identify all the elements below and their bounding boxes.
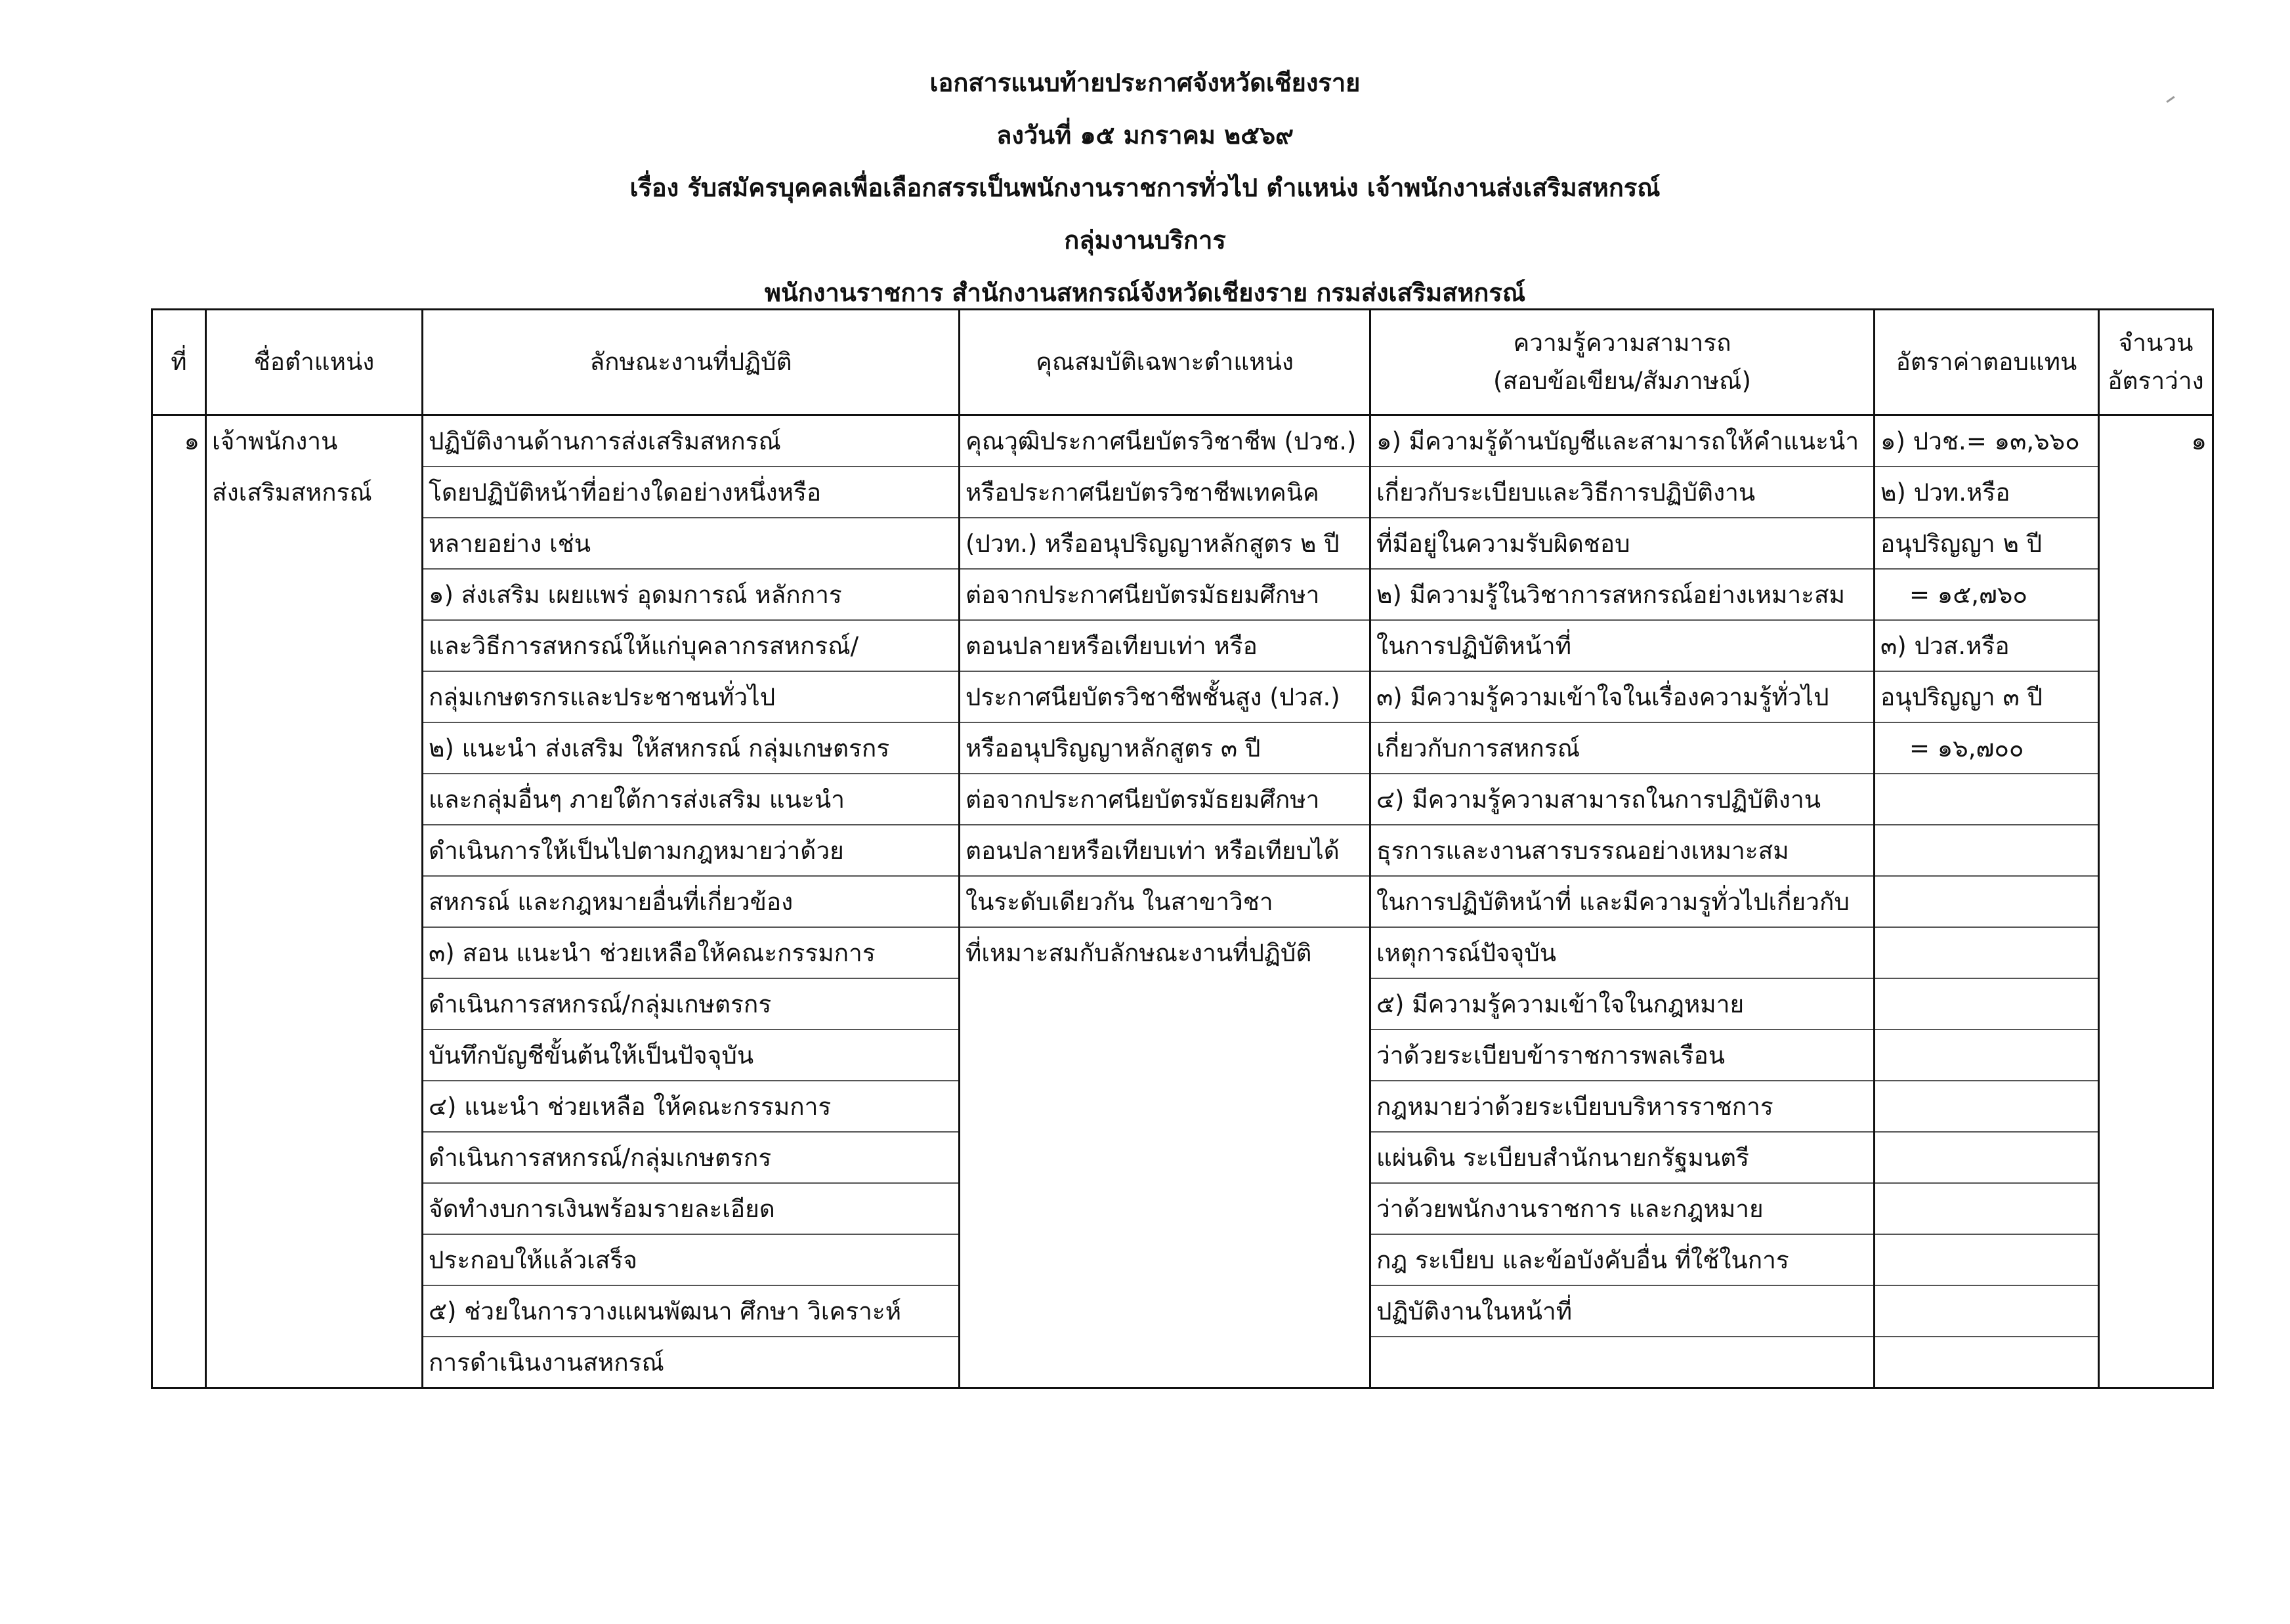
cell-position-name: [206, 1337, 423, 1388]
table-row: [152, 620, 2213, 671]
cell-vacancy: [2099, 620, 2213, 671]
cell-duty: ดำเนินการสหกรณ์/กลุ่มเกษตรกร: [423, 1132, 960, 1183]
column-header-pay: อัตราค่าตอบแทน: [1875, 310, 2099, 415]
cell-pay: [1875, 1081, 2099, 1132]
column-header-knowledge-line2: (สอบข้อเขียน/สัมภาษณ์): [1493, 367, 1751, 395]
cell-qualification: คุณวุฒิประกาศนียบัตรวิชาชีพ (ปวช.): [960, 415, 1370, 467]
cell-vacancy: [2099, 1081, 2213, 1132]
cell-pay: [1875, 876, 2099, 927]
cell-vacancy: [2099, 1285, 2213, 1337]
cell-knowledge: ๕) มีความรู้ความเข้าใจในกฎหมาย: [1370, 978, 1875, 1030]
cell-qualification: ที่เหมาะสมกับลักษณะงานที่ปฏิบัติ: [960, 927, 1370, 978]
cell-position-name: [206, 620, 423, 671]
cell-vacancy: [2099, 569, 2213, 620]
cell-qualification: ต่อจากประกาศนียบัตรมัธยมศึกษา: [960, 774, 1370, 825]
cell-knowledge: ที่มีอยู่ในความรับผิดชอบ: [1370, 518, 1875, 569]
cell-pay: [1875, 1285, 2099, 1337]
cell-duty: กลุ่มเกษตรกรและประชาชนทั่วไป: [423, 671, 960, 722]
cell-vacancy: [2099, 671, 2213, 722]
cell-qualification: [960, 1337, 1370, 1388]
table-row: [152, 518, 2213, 569]
table-row: [152, 1081, 2213, 1132]
cell-no: [152, 774, 206, 825]
cell-vacancy: [2099, 1337, 2213, 1388]
cell-qualification: [960, 1285, 1370, 1337]
cell-no: [152, 978, 206, 1030]
cell-position-name: [206, 1285, 423, 1337]
cell-vacancy: [2099, 1234, 2213, 1285]
table-header-row: [152, 310, 2213, 415]
cell-position-name: [206, 774, 423, 825]
cell-position-name: [206, 1081, 423, 1132]
cell-qualification: [960, 1081, 1370, 1132]
cell-qualification: [960, 1183, 1370, 1234]
cell-pay: = ๑๕,๗๖๐: [1875, 569, 2099, 620]
cell-vacancy: [2099, 1030, 2213, 1081]
cell-no: [152, 1285, 206, 1337]
cell-position-name: [206, 978, 423, 1030]
cell-qualification: ในระดับเดียวกัน ในสาขาวิชา: [960, 876, 1370, 927]
cell-vacancy: [2099, 927, 2213, 978]
cell-vacancy: [2099, 518, 2213, 569]
cell-qualification: หรืออนุปริญญาหลักสูตร ๓ ปี: [960, 722, 1370, 774]
header-group: กลุ่มงานบริการ: [1064, 226, 1226, 255]
cell-no: [152, 620, 206, 671]
cell-pay: = ๑๖,๗๐๐: [1875, 722, 2099, 774]
cell-pay: [1875, 774, 2099, 825]
cell-position-name: [206, 1132, 423, 1183]
header-title: เอกสารแนบท้ายประกาศจังหวัดเชียงราย: [929, 68, 1361, 97]
cell-vacancy: ๑: [2099, 415, 2213, 467]
cell-vacancy: [2099, 978, 2213, 1030]
column-header-knowledge: [1370, 310, 1875, 415]
cell-duty: ๕) ช่วยในการวางแผนพัฒนา ศึกษา วิเคราะห์: [423, 1285, 960, 1337]
cell-pay: ๒) ปวท.หรือ: [1875, 467, 2099, 518]
cell-duty: ปฏิบัติงานด้านการส่งเสริมสหกรณ์: [423, 415, 960, 467]
header-subject: เรื่อง รับสมัครบุคคลเพื่อเลือกสรรเป็นพนักงานราชการทั่วไป ตำแหน่ง เจ้าพนักงานส่งเสริมสหกรณ์: [629, 173, 1661, 202]
cell-pay: อนุปริญญา ๒ ปี: [1875, 518, 2099, 569]
cell-duty: ดำเนินการสหกรณ์/กลุ่มเกษตรกร: [423, 978, 960, 1030]
cell-duty: บันทึกบัญชีขั้นต้นให้เป็นปัจจุบัน: [423, 1030, 960, 1081]
cell-no: [152, 569, 206, 620]
cell-duty: และกลุ่มอื่นๆ ภายใต้การส่งเสริม แนะนำ: [423, 774, 960, 825]
cell-knowledge: [1370, 1337, 1875, 1388]
cell-knowledge: ๒) มีความรู้ในวิชาการสหกรณ์อย่างเหมาะสม: [1370, 569, 1875, 620]
table-row: [152, 1030, 2213, 1081]
table-row: [152, 825, 2213, 876]
cell-duty: ๑) ส่งเสริม เผยแพร่ อุดมการณ์ หลักการ: [423, 569, 960, 620]
cell-qualification: ประกาศนียบัตรวิชาชีพชั้นสูง (ปวส.): [960, 671, 1370, 722]
table-row: [152, 774, 2213, 825]
cell-no: [152, 1081, 206, 1132]
cell-pay: [1875, 927, 2099, 978]
cell-duty: ๔) แนะนำ ช่วยเหลือ ให้คณะกรรมการ: [423, 1081, 960, 1132]
table-row: [152, 722, 2213, 774]
cell-knowledge: เกี่ยวกับการสหกรณ์: [1370, 722, 1875, 774]
cell-knowledge: ในการปฏิบัติหน้าที่ และมีความรูทั่วไปเกี่ยวกับ: [1370, 876, 1875, 927]
header-date: ลงวันที่ ๑๕ มกราคม ๒๕๖๙: [996, 121, 1294, 150]
cell-knowledge: ปฏิบัติงานในหน้าที่: [1370, 1285, 1875, 1337]
header-agency: พนักงานราชการ สำนักงานสหกรณ์จังหวัดเชียงราย กรมส่งเสริมสหกรณ์: [764, 278, 1526, 307]
table-row: [152, 876, 2213, 927]
cell-vacancy: [2099, 722, 2213, 774]
table-row: [152, 671, 2213, 722]
cell-no: ๑: [152, 415, 206, 467]
cell-no: [152, 876, 206, 927]
cell-duty: และวิธีการสหกรณ์ให้แก่บุคลากรสหกรณ์/: [423, 620, 960, 671]
cell-knowledge: เหตุการณ์ปัจจุบัน: [1370, 927, 1875, 978]
cell-knowledge: ธุรการและงานสารบรรณอย่างเหมาะสม: [1370, 825, 1875, 876]
cell-pay: [1875, 1234, 2099, 1285]
position-table: [151, 308, 2214, 1389]
cell-vacancy: [2099, 876, 2213, 927]
cell-no: [152, 1234, 206, 1285]
table-row: [152, 1234, 2213, 1285]
column-header-vacancy: [2099, 310, 2213, 415]
cell-vacancy: [2099, 825, 2213, 876]
cell-duty: ประกอบให้แล้วเสร็จ: [423, 1234, 960, 1285]
table-row: [152, 978, 2213, 1030]
cell-duty: การดำเนินงานสหกรณ์: [423, 1337, 960, 1388]
column-header-no: ที่: [152, 310, 206, 415]
cell-no: [152, 1183, 206, 1234]
cell-position-name: [206, 569, 423, 620]
cell-no: [152, 1030, 206, 1081]
cell-duty: ๓) สอน แนะนำ ช่วยเหลือให้คณะกรรมการ: [423, 927, 960, 978]
cell-duty: จัดทำงบการเงินพร้อมรายละเอียด: [423, 1183, 960, 1234]
cell-duty: หลายอย่าง เช่น: [423, 518, 960, 569]
table-body: [152, 415, 2213, 1388]
document-header: [0, 56, 2290, 319]
cell-pay: [1875, 1183, 2099, 1234]
cell-knowledge: ว่าด้วยพนักงานราชการ และกฎหมาย: [1370, 1183, 1875, 1234]
cell-qualification: [960, 1234, 1370, 1285]
table-row: [152, 927, 2213, 978]
cell-no: [152, 927, 206, 978]
cell-position-name: [206, 1183, 423, 1234]
column-header-duty: ลักษณะงานที่ปฏิบัติ: [423, 310, 960, 415]
cell-no: [152, 1337, 206, 1388]
cell-vacancy: [2099, 1132, 2213, 1183]
table-row: [152, 1132, 2213, 1183]
cell-no: [152, 1132, 206, 1183]
cell-position-name: [206, 876, 423, 927]
cell-duty: โดยปฏิบัติหน้าที่อย่างใดอย่างหนึ่งหรือ: [423, 467, 960, 518]
cell-qualification: [960, 1132, 1370, 1183]
cell-duty: สหกรณ์ และกฎหมายอื่นที่เกี่ยวข้อง: [423, 876, 960, 927]
cell-position-name: [206, 825, 423, 876]
cell-pay: อนุปริญญา ๓ ปี: [1875, 671, 2099, 722]
cell-position-name: เจ้าพนักงาน: [206, 415, 423, 467]
cell-position-name: [206, 518, 423, 569]
table-row: [152, 1183, 2213, 1234]
table-row: [152, 415, 2213, 467]
table-row: [152, 467, 2213, 518]
cell-pay: [1875, 978, 2099, 1030]
column-header-knowledge-line1: ความรู้ความสามารถ: [1513, 329, 1731, 357]
cell-knowledge: แผ่นดิน ระเบียบสำนักนายกรัฐมนตรี: [1370, 1132, 1875, 1183]
cell-qualification: ตอนปลายหรือเทียบเท่า หรือเทียบได้: [960, 825, 1370, 876]
cell-knowledge: ๑) มีความรู้ด้านบัญชีและสามารถให้คำแนะนำ: [1370, 415, 1875, 467]
cell-pay: ๓) ปวส.หรือ: [1875, 620, 2099, 671]
cell-no: [152, 825, 206, 876]
cell-position-name: ส่งเสริมสหกรณ์: [206, 467, 423, 518]
table-row: [152, 1337, 2213, 1388]
cell-qualification: ตอนปลายหรือเทียบเท่า หรือ: [960, 620, 1370, 671]
column-header-name: ชื่อตำแหน่ง: [206, 310, 423, 415]
cell-pay: ๑) ปวช.= ๑๓,๖๖๐: [1875, 415, 2099, 467]
cell-knowledge: ในการปฏิบัติหน้าที่: [1370, 620, 1875, 671]
cell-pay: [1875, 825, 2099, 876]
table-row: [152, 1285, 2213, 1337]
cell-vacancy: [2099, 467, 2213, 518]
cell-no: [152, 518, 206, 569]
cell-qualification: [960, 1030, 1370, 1081]
cell-knowledge: เกี่ยวกับระเบียบและวิธีการปฏิบัติงาน: [1370, 467, 1875, 518]
cell-position-name: [206, 671, 423, 722]
cell-position-name: [206, 722, 423, 774]
cell-pay: [1875, 1030, 2099, 1081]
cell-no: [152, 467, 206, 518]
table-row: [152, 569, 2213, 620]
cell-vacancy: [2099, 774, 2213, 825]
cell-qualification: ต่อจากประกาศนียบัตรมัธยมศึกษา: [960, 569, 1370, 620]
cell-duty: ๒) แนะนำ ส่งเสริม ให้สหกรณ์ กลุ่มเกษตรกร: [423, 722, 960, 774]
cell-knowledge: กฎหมายว่าด้วยระเบียบบริหารราชการ: [1370, 1081, 1875, 1132]
cell-pay: [1875, 1132, 2099, 1183]
cell-qualification: (ปวท.) หรืออนุปริญญาหลักสูตร ๒ ปี: [960, 518, 1370, 569]
cell-qualification: [960, 978, 1370, 1030]
cell-knowledge: ๔) มีความรู้ความสามารถในการปฏิบัติงาน: [1370, 774, 1875, 825]
cell-pay: [1875, 1337, 2099, 1388]
cell-position-name: [206, 1030, 423, 1081]
cell-knowledge: ๓) มีความรู้ความเข้าใจในเรื่องความรู้ทั่วไป: [1370, 671, 1875, 722]
cell-no: [152, 722, 206, 774]
cell-no: [152, 671, 206, 722]
cell-duty: ดำเนินการให้เป็นไปตามกฎหมายว่าด้วย: [423, 825, 960, 876]
cell-knowledge: ว่าด้วยระเบียบข้าราชการพลเรือน: [1370, 1030, 1875, 1081]
cell-qualification: หรือประกาศนียบัตรวิชาชีพเทคนิค: [960, 467, 1370, 518]
cell-position-name: [206, 927, 423, 978]
cell-knowledge: กฎ ระเบียบ และข้อบังคับอื่น ที่ใช้ในการ: [1370, 1234, 1875, 1285]
column-header-qualification: คุณสมบัติเฉพาะตำแหน่ง: [960, 310, 1370, 415]
cell-vacancy: [2099, 1183, 2213, 1234]
cell-position-name: [206, 1234, 423, 1285]
column-header-vacancy-line1: จำนวน: [2118, 329, 2194, 357]
column-header-vacancy-line2: อัตราว่าง: [2108, 367, 2204, 395]
